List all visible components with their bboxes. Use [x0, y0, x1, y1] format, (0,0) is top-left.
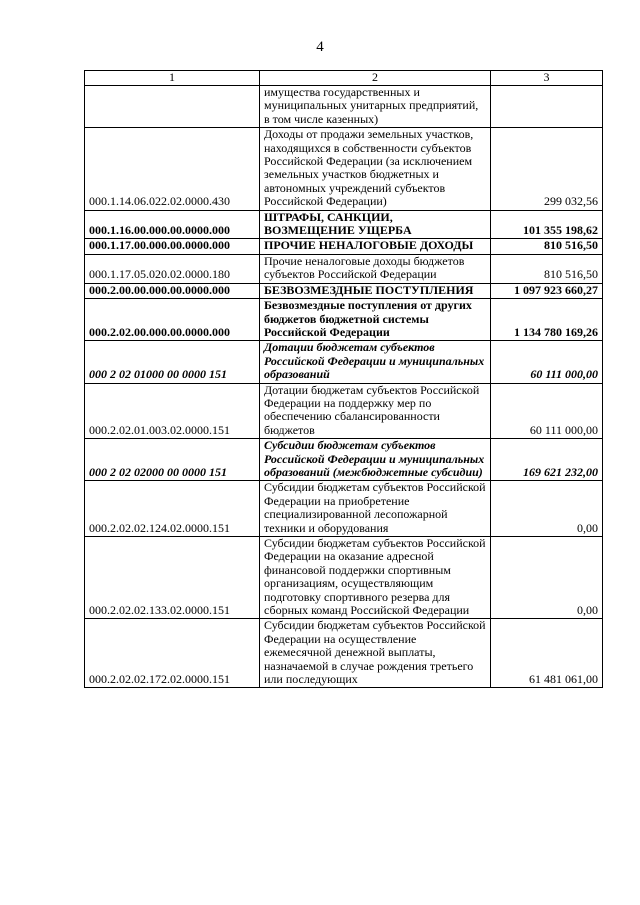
amount-cell: 101 355 198,62	[491, 210, 603, 239]
budget-code-cell: 000.1.16.00.000.00.0000.000	[85, 210, 260, 239]
amount-cell: 810 516,50	[491, 254, 603, 283]
table-row	[85, 283, 603, 298]
column-header-amount: 3	[491, 71, 603, 86]
amount-cell	[491, 86, 603, 128]
description-cell: Дотации бюджетам субъектов Российской Федерации на поддержку мер по обеспечению сбалансированности бюджетов	[260, 383, 491, 439]
budget-revenue-table	[84, 70, 603, 688]
page-number: 4	[316, 39, 324, 55]
budget-code-cell: 000.2.02.02.172.02.0000.151	[85, 619, 260, 688]
budget-code-cell: 000.2.02.02.133.02.0000.151	[85, 537, 260, 619]
budget-code-cell: 000.2.02.01.003.02.0000.151	[85, 383, 260, 439]
column-header-code: 1	[85, 71, 260, 86]
budget-code-cell: 000.2.00.00.000.00.0000.000	[85, 283, 260, 298]
amount-cell: 60 111 000,00	[491, 341, 603, 383]
table-row	[85, 383, 603, 439]
amount-cell: 1 097 923 660,27	[491, 283, 603, 298]
table-row	[85, 341, 603, 383]
budget-code-cell: 000.2.02.02.124.02.0000.151	[85, 481, 260, 537]
table-row	[85, 128, 603, 210]
description-cell: БЕЗВОЗМЕЗДНЫЕ ПОСТУПЛЕНИЯ	[260, 283, 491, 298]
description-cell: Субсидии бюджетам субъектов Российской Федерации на оказание адресной финансовой поддержки спортивным организациям, осуществляющим подготовку спортивного резерва для сборных команд Российской Федерации	[260, 537, 491, 619]
budget-code-cell: 000 2 02 01000 00 0000 151	[85, 341, 260, 383]
description-cell: ПРОЧИЕ НЕНАЛОГОВЫЕ ДОХОДЫ	[260, 239, 491, 254]
table-row	[85, 439, 603, 481]
amount-cell: 299 032,56	[491, 128, 603, 210]
description-cell: Субсидии бюджетам субъектов Российской Федерации и муниципальных образований (межбюджетные субсидии)	[260, 439, 491, 481]
description-cell: Доходы от продажи земельных участков, находящихся в собственности субъектов Российской Федерации (за исключением земельных участков бюджетных и автономных учреждений субъектов Российской Федерации)	[260, 128, 491, 210]
amount-cell: 61 481 061,00	[491, 619, 603, 688]
budget-code-cell: 000.1.17.00.000.00.0000.000	[85, 239, 260, 254]
budget-code-cell: 000.2.02.00.000.00.0000.000	[85, 299, 260, 341]
description-cell: Дотации бюджетам субъектов Российской Федерации и муниципальных образований	[260, 341, 491, 383]
table-row	[85, 299, 603, 341]
amount-cell: 60 111 000,00	[491, 383, 603, 439]
table-row	[85, 481, 603, 537]
table-row	[85, 619, 603, 688]
amount-cell: 1 134 780 169,26	[491, 299, 603, 341]
description-cell: ШТРАФЫ, САНКЦИИ, ВОЗМЕЩЕНИЕ УЩЕРБА	[260, 210, 491, 239]
table-row	[85, 239, 603, 254]
budget-code-cell: 000 2 02 02000 00 0000 151	[85, 439, 260, 481]
budget-code-cell: 000.1.17.05.020.02.0000.180	[85, 254, 260, 283]
description-cell: Субсидии бюджетам субъектов Российской Федерации на приобретение специализированной лесопожарной техники и оборудования	[260, 481, 491, 537]
table-header-row	[85, 71, 603, 86]
budget-code-cell	[85, 86, 260, 128]
description-cell: Прочие неналоговые доходы бюджетов субъектов Российской Федерации	[260, 254, 491, 283]
column-header-description: 2	[260, 71, 491, 86]
amount-cell: 0,00	[491, 481, 603, 537]
table-row	[85, 86, 603, 128]
amount-cell: 169 621 232,00	[491, 439, 603, 481]
budget-code-cell: 000.1.14.06.022.02.0000.430	[85, 128, 260, 210]
amount-cell: 0,00	[491, 537, 603, 619]
table-row	[85, 210, 603, 239]
table-row	[85, 537, 603, 619]
description-cell: имущества государственных и муниципальных унитарных предприятий, в том числе казенных)	[260, 86, 491, 128]
description-cell: Субсидии бюджетам субъектов Российской Федерации на осуществление ежемесячной денежной выплаты, назначаемой в случае рождения третьего или последующих	[260, 619, 491, 688]
table-body	[85, 71, 603, 688]
amount-cell: 810 516,50	[491, 239, 603, 254]
description-cell: Безвозмездные поступления от других бюджетов бюджетной системы Российской Федерации	[260, 299, 491, 341]
table-row	[85, 254, 603, 283]
